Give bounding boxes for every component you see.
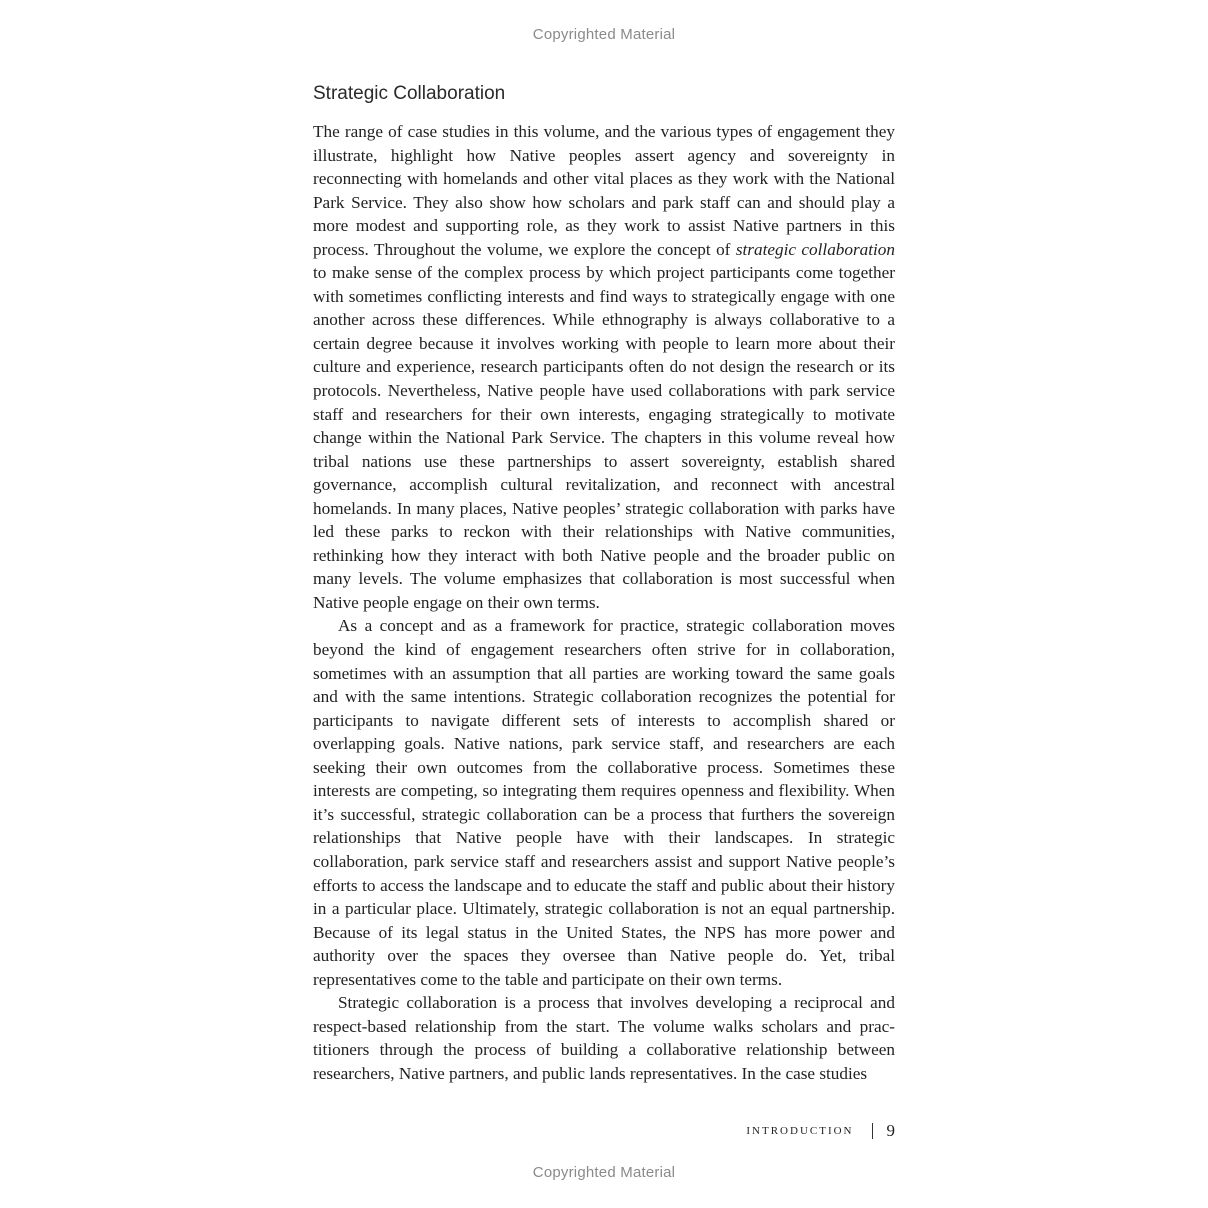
section-heading: Strategic Collaboration (313, 83, 506, 104)
page-number: 9 (886, 1121, 895, 1140)
paragraph-3: Strategic collaboration is a process that involves developing a reciprocal and respect-based relationship from the start. The volume walks scholars and practitioners through the process of building a collaborative relationship between researchers, Native partners, and public lands representatives. In the case studies (313, 993, 895, 1083)
running-footer (746, 1121, 895, 1141)
paragraph-2: As a concept and as a framework for practice, strategic collaboration moves beyond the kind of engagement researchers often strive for in collaboration, sometimes with an assumption that all parties are working toward the same goals and with the same intentions. Strategic collaboration recognizes the potential for participants to navigate different sets of interests to accomplish shared or overlapping goals. Native nations, park service staff, and researchers are each seeking their own outcomes from the collaborative process. Sometimes these interests are competing, so integrating them requires openness and flexibility. When it’s successful, strategic collaboration can be a process that furthers the sovereign relationships that Native people have with their landscapes. In strategic collaboration, park service staff and researchers assist and support Native people’s efforts to access the landscape and to educate the staff and public about their history in a particular place. Ultimately, strategic collaboration is not an equal partnership. Because of its legal status in the United States, the NPS has more power and authority over the spaces they oversee than Native people do. Yet, tribal representatives come to the table and participate on their own terms. (313, 616, 895, 989)
copyright-watermark-bottom: Copyrighted Material (532, 1164, 676, 1181)
paragraph-1-italic-term: strategic collaboration (735, 239, 895, 259)
page-body (313, 80, 895, 1085)
paragraph-1-text-start: The range of case studies in this volume, and the various types of engagement they illustrate, highlight how Native peoples assert agency and sovereignty in reconnecting with homelands and other vital places as they work with the National Park Service. They also show how scholars and park staff can and should play a more modest and supporting role, as they work to assist Native partners in this process. Throughout the volume, we explore the concept of (313, 122, 895, 259)
footer-divider (872, 1123, 873, 1139)
paragraph-1-text-end: to make sense of the complex process by which project participants come together with sometimes conflicting interests and find ways to strategically engage with one another across these differences. While ethnography is always collaborative to a certain degree because it involves working with people to learn more about their culture and experience, research participants often do not design the research or its protocols. Nevertheless, Native people have used collaborations with park service staff and researchers for their own interests, engaging strategically to motivate change within the National Park Service. The chapters in this volume reveal how tribal nations use these partnerships to assert sovereignty, establish shared governance, accomplish cultural revitalization, and reconnect with ancestral homelands. In many places, Native peoples’ strategic collaboration with parks have led these parks to reckon with their relationships with Native communities, rethinking how they interact with both Native people and the broader public on many levels. The volume emphasizes that collaboration is most successful when Native people engage on their own terms. (313, 263, 895, 612)
paragraph-1 (313, 120, 895, 614)
copyright-watermark-top: Copyrighted Material (532, 26, 676, 43)
footer-section-name: INTRODUCTION (746, 1125, 854, 1137)
